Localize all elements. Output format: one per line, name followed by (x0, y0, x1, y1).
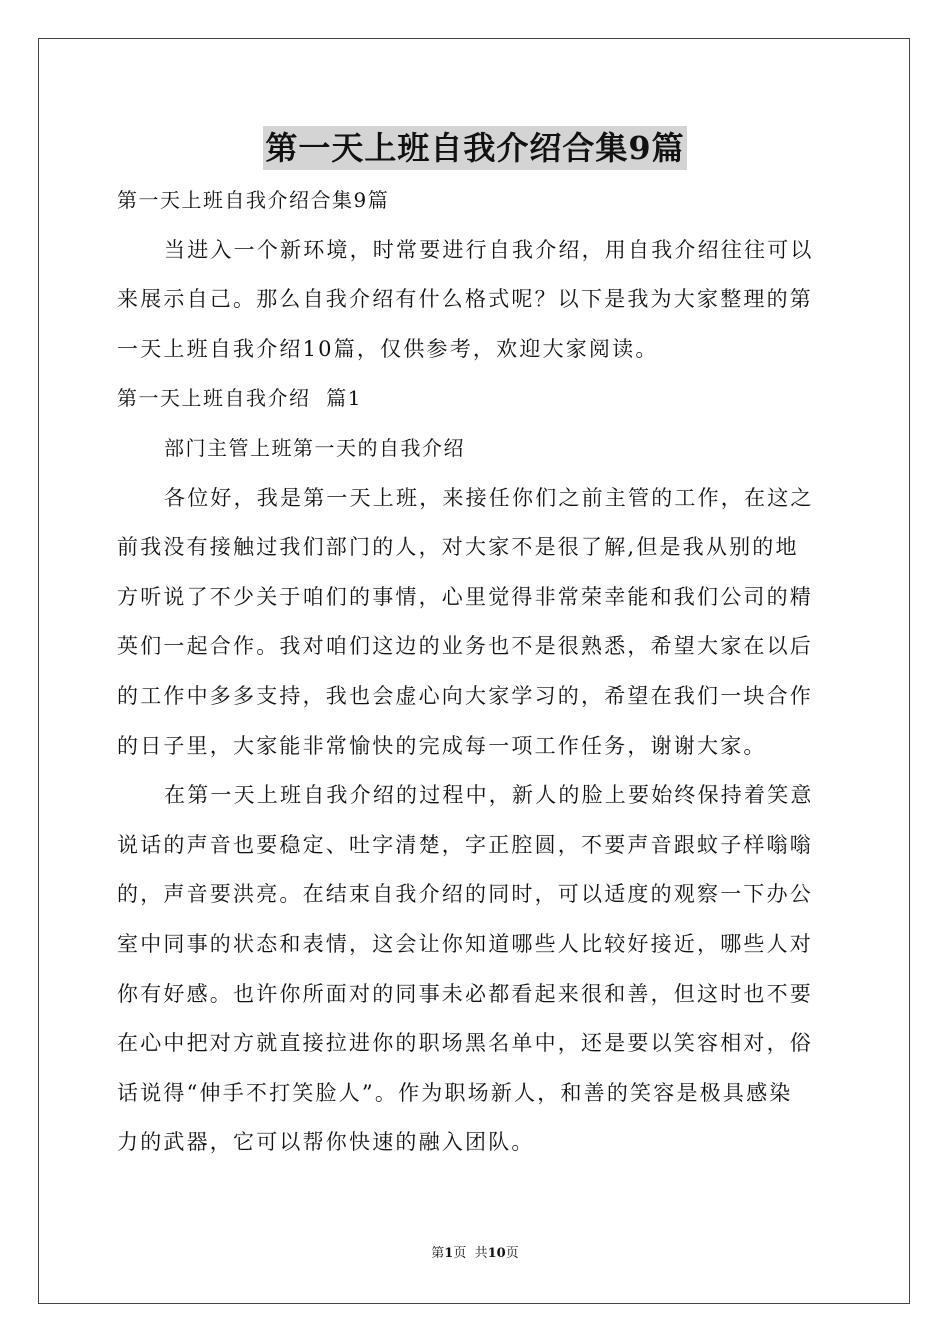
section-heading: 第一天上班自我介绍 篇1 (117, 386, 362, 411)
intro-line: 一天上班自我介绍10篇，仅供参考，欢迎大家阅读。 (117, 336, 659, 361)
subtitle-line: 第一天上班自我介绍合集9篇 (117, 188, 390, 212)
paragraph-line: 的工作中多多支持，我也会虚心向大家学习的，希望在我们一块合作 (117, 683, 813, 708)
intro-line: 来展示自己。那么自我介绍有什么格式呢？以下是我为大家整理的第 (117, 287, 813, 312)
paragraph-line: 说话的声音也要稳定、吐字清楚，字正腔圆，不要声音跟蚊子样嗡嗡 (117, 832, 813, 857)
footer-page-mid: 页 共 (453, 1246, 488, 1261)
paragraph-line: 的日子里，大家能非常愉快的完成每一项工作任务，谢谢大家。 (117, 733, 767, 758)
page-footer (0, 1245, 950, 1263)
paragraph-line: 力的武器，它可以帮你快速的融入团队。 (117, 1130, 535, 1155)
footer-page-current: 1 (444, 1246, 454, 1261)
document-title: 第一天上班自我介绍合集9篇 (263, 126, 686, 170)
paragraph-line: 话说得“伸手不打笑脸人”。作为职场新人，和善的笑容是极具感染 (117, 1080, 793, 1105)
paragraph-line: 英们一起合作。我对咱们这边的业务也不是很熟悉，希望大家在以后 (117, 634, 813, 659)
title-container (0, 126, 950, 170)
paragraph-line: 在心中把对方就直接拉进你的职场黑名单中，还是要以笑容相对，俗 (117, 1031, 813, 1056)
paragraph-line: 方听说了不少关于咱们的事情，心里觉得非常荣幸能和我们公司的精 (117, 584, 813, 609)
section-subheading: 部门主管上班第一天的自我介绍 (164, 435, 465, 460)
footer-page-total: 10 (487, 1246, 506, 1261)
footer-page-suffix: 页 (505, 1246, 519, 1261)
paragraph-line: 室中同事的状态和表情，这会让你知道哪些人比较好接近，哪些人对 (117, 931, 813, 956)
paragraph-line: 前我没有接触过我们部门的人，对大家不是很了解,但是我从别的地 (117, 535, 799, 560)
paragraph-line: 的，声音要洪亮。在结束自我介绍的同时，可以适度的观察一下办公 (117, 882, 813, 907)
document-body (117, 176, 833, 1168)
paragraph-line: 各位好，我是第一天上班，来接任你们之前主管的工作，在这之 (164, 485, 814, 510)
footer-page-prefix: 第 (431, 1246, 445, 1261)
paragraph-line: 在第一天上班自我介绍的过程中，新人的脸上要始终保持着笑意 (164, 783, 814, 808)
intro-line: 当进入一个新环境，时常要进行自我介绍，用自我介绍往往可以 (164, 237, 814, 262)
paragraph-line: 你有好感。也许你所面对的同事未必都看起来很和善，但这时也不要 (117, 981, 813, 1006)
